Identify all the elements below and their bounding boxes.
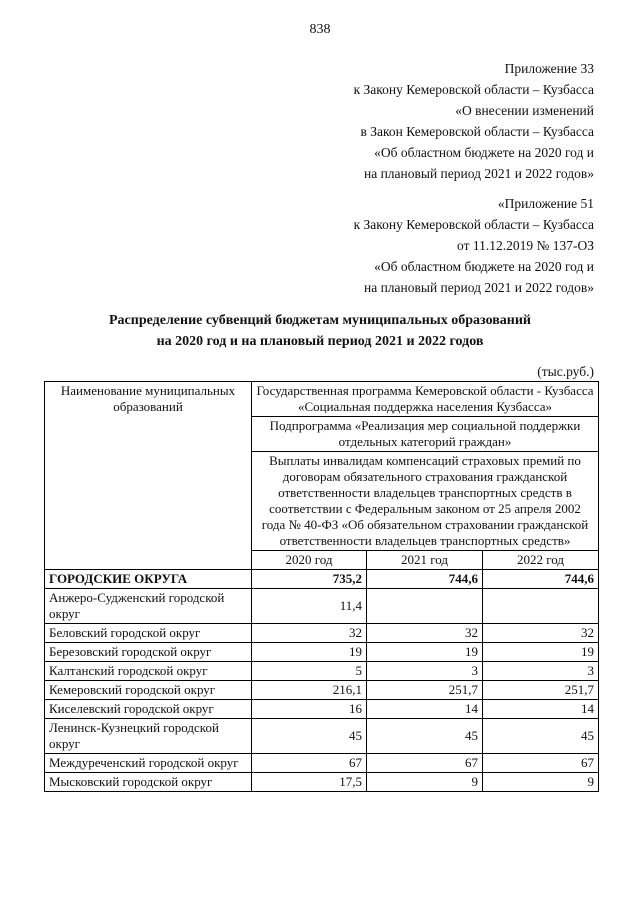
units-label: (тыс.руб.) xyxy=(537,364,594,379)
value-2020: 19 xyxy=(252,643,367,662)
table-row xyxy=(45,570,599,589)
value-2021: 45 xyxy=(367,719,483,754)
table-row xyxy=(45,700,599,719)
municipality-name: Беловский городской округ xyxy=(45,624,252,643)
year-header: 2022 год xyxy=(483,551,599,570)
value-2021: 744,6 xyxy=(367,570,483,589)
value-2022: 67 xyxy=(483,754,599,773)
table-row xyxy=(45,624,599,643)
page-number: 838 xyxy=(309,22,331,37)
appendix-line: на плановый период 2021 и 2022 годов» xyxy=(363,166,594,181)
value-2022: 251,7 xyxy=(483,681,599,700)
value-2021: 3 xyxy=(367,662,483,681)
appendix-line: в Закон Кемеровской области – Кузбасса xyxy=(360,124,594,139)
table-row xyxy=(45,589,599,624)
value-2022: 32 xyxy=(483,624,599,643)
year-header: 2021 год xyxy=(367,551,483,570)
value-2021: 9 xyxy=(367,773,483,792)
municipality-name: Междуреченский городской округ xyxy=(45,754,252,773)
appendix-line: «Приложение 51 xyxy=(497,196,594,211)
value-2020: 67 xyxy=(252,754,367,773)
value-2021: 67 xyxy=(367,754,483,773)
table-row xyxy=(45,681,599,700)
title-line: Распределение субвенций бюджетам муниципальных образований xyxy=(109,313,531,328)
document-title xyxy=(0,310,640,352)
appendix-line: от 11.12.2019 № 137-ОЗ xyxy=(457,238,594,253)
appendix-line: «Об областном бюджете на 2020 год и xyxy=(374,259,594,274)
value-2021: 32 xyxy=(367,624,483,643)
value-2022: 3 xyxy=(483,662,599,681)
value-2022: 14 xyxy=(483,700,599,719)
value-2022: 19 xyxy=(483,643,599,662)
municipality-name: Анжеро-Судженский городской округ xyxy=(45,589,252,624)
table-row xyxy=(45,719,599,754)
municipality-name: Ленинск-Кузнецкий городской округ xyxy=(45,719,252,754)
value-2022: 9 xyxy=(483,773,599,792)
municipality-name: Кемеровский городской округ xyxy=(45,681,252,700)
municipality-name: ГОРОДСКИЕ ОКРУГА xyxy=(45,570,252,589)
year-header: 2020 год xyxy=(252,551,367,570)
table-row xyxy=(45,773,599,792)
subprogram-header: Подпрограмма «Реализация мер социальной поддержки отдельных категорий граждан» xyxy=(252,417,599,452)
value-2022: 744,6 xyxy=(483,570,599,589)
value-2021: 14 xyxy=(367,700,483,719)
value-2021: 251,7 xyxy=(367,681,483,700)
table-row xyxy=(45,754,599,773)
value-2020: 16 xyxy=(252,700,367,719)
value-2020: 17,5 xyxy=(252,773,367,792)
value-2020: 11,4 xyxy=(252,589,367,624)
value-2021: 19 xyxy=(367,643,483,662)
appendix-line: к Закону Кемеровской области – Кузбасса xyxy=(353,82,594,97)
subsidy-table xyxy=(44,381,599,792)
appendix-line: «О внесении изменений xyxy=(455,103,594,118)
appendix-note-original xyxy=(354,193,594,298)
appendix-line: на плановый период 2021 и 2022 годов» xyxy=(363,280,594,295)
appendix-line: к Закону Кемеровской области – Кузбасса xyxy=(353,217,594,232)
appendix-line: Приложение 33 xyxy=(504,61,594,76)
table-row xyxy=(45,662,599,681)
payment-header: Выплаты инвалидам компенсаций страховых премий по договорам обязательного страхования гражданской ответственности владельцев транспортных средств в соответствии с Федеральным законом от 25 апреля 2002 года № 40-ФЗ «Об обязательном страховании гражданской ответственности владельцев транспортных средств» xyxy=(252,452,599,551)
appendix-line: «Об областном бюджете на 2020 год и xyxy=(374,145,594,160)
value-2020: 32 xyxy=(252,624,367,643)
value-2020: 45 xyxy=(252,719,367,754)
municipality-name: Калтанский городской округ xyxy=(45,662,252,681)
table-row xyxy=(45,643,599,662)
municipality-name: Березовский городской округ xyxy=(45,643,252,662)
value-2020: 216,1 xyxy=(252,681,367,700)
municipality-name: Киселевский городской округ xyxy=(45,700,252,719)
value-2020: 735,2 xyxy=(252,570,367,589)
appendix-note-current xyxy=(354,58,594,184)
name-column-header: Наименование муниципальных образований xyxy=(45,382,252,570)
value-2021 xyxy=(367,589,483,624)
value-2022: 45 xyxy=(483,719,599,754)
header-row xyxy=(45,382,599,417)
value-2020: 5 xyxy=(252,662,367,681)
title-line: на 2020 год и на плановый период 2021 и 2022 годов xyxy=(156,334,484,349)
value-2022 xyxy=(483,589,599,624)
municipality-name: Мысковский городской округ xyxy=(45,773,252,792)
program-header: Государственная программа Кемеровской области - Кузбасса «Социальная поддержка населения Кузбасса» xyxy=(252,382,599,417)
